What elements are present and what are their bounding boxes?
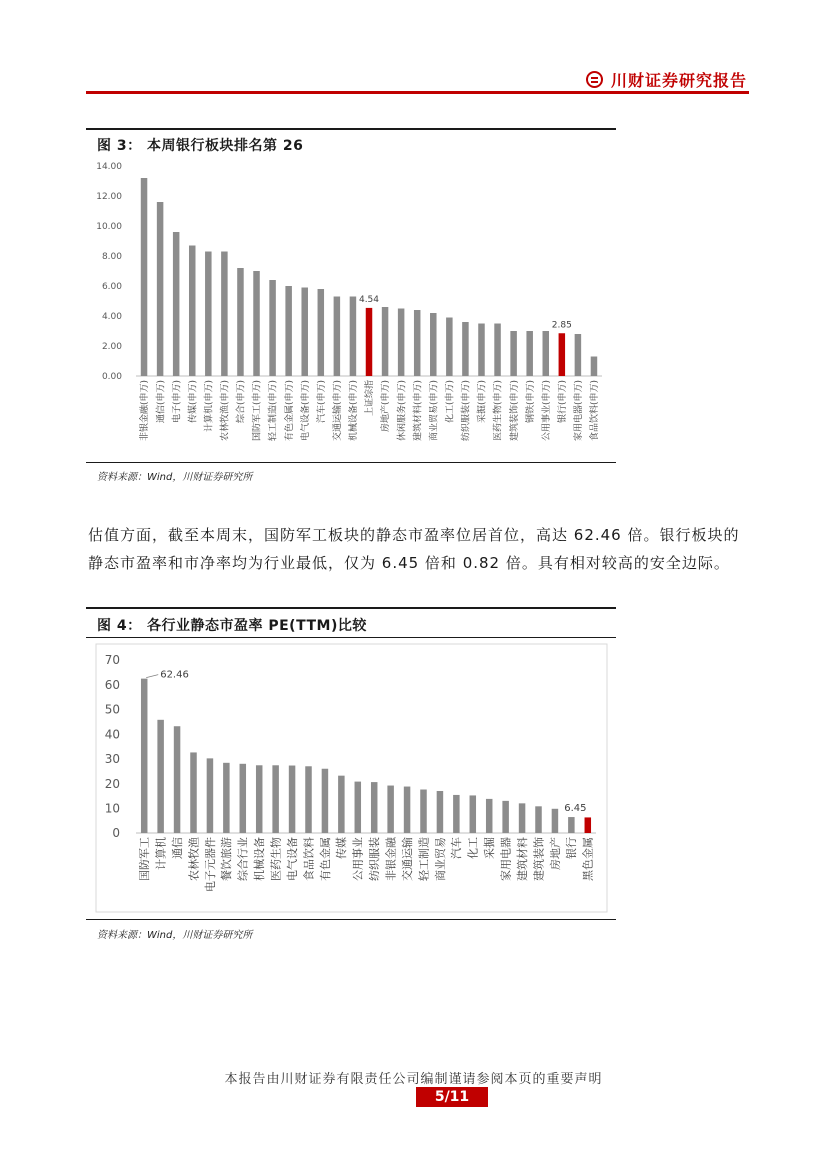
x-tick-label: 国防军工(申万) (252, 380, 263, 442)
x-tick-label: 轻工制造 (417, 837, 431, 881)
x-tick-label: 家用电器(申万) (574, 380, 585, 442)
x-tick-label: 采掘(申万) (477, 380, 488, 424)
x-tick-label: 建筑材料(申万) (413, 380, 424, 442)
x-tick-label: 传媒 (335, 837, 349, 859)
y-tick-label: 10 (104, 801, 120, 816)
bar (189, 246, 196, 377)
bar (502, 801, 509, 833)
y-tick-label: 60 (104, 677, 120, 692)
bar (355, 782, 362, 833)
x-tick-label: 建筑装饰(申万) (509, 380, 520, 442)
data-label: 62.46 (160, 669, 189, 681)
figure3-chart (86, 156, 616, 466)
bar (322, 769, 329, 833)
figure4-top-rule (86, 607, 616, 609)
x-tick-label: 国防军工 (138, 837, 152, 881)
figure4-source: 资料来源：Wind，川财证券研究所 (97, 930, 253, 941)
x-tick-label: 家用电器 (499, 837, 513, 881)
figure4-chart-svg (86, 638, 616, 918)
bar (585, 817, 592, 833)
bar (387, 786, 394, 833)
bar (301, 288, 308, 377)
x-tick-label: 电子元器件 (203, 837, 217, 892)
report-brand (586, 68, 747, 90)
x-tick-label: 休闲服务(申万) (397, 380, 408, 442)
x-tick-label: 机械设备(申万) (349, 380, 360, 442)
x-tick-label: 银行(申万) (557, 380, 568, 424)
bar (486, 799, 493, 833)
bar (535, 806, 542, 833)
y-tick-label: 0.00 (101, 372, 122, 383)
figure3-title: 图 3： 本周银行板块排名第 26 (97, 138, 304, 154)
x-tick-label: 化工 (466, 837, 480, 859)
y-tick-label: 6.00 (101, 282, 122, 293)
bar (414, 310, 421, 376)
y-tick-label: 10.00 (96, 222, 122, 233)
bar (470, 795, 477, 833)
body-paragraph: 估值方面，截至本周末，国防军工板块的静态市盈率位居首位，高达 62.46 倍。银行板块的静态市盈率和市净率均为行业最低，仅为 6.45 倍和 0.82 倍。具有相对较高的安全边际。 (88, 526, 740, 572)
bar (519, 803, 526, 833)
y-tick-label: 20 (104, 776, 120, 791)
bar (446, 318, 453, 377)
bar (552, 809, 559, 833)
bar (568, 817, 575, 833)
x-tick-label: 农林牧渔(申万) (220, 380, 231, 442)
bar (559, 333, 566, 376)
bar (305, 766, 312, 833)
x-tick-label: 综合行业 (236, 837, 250, 881)
chuancai-logo-icon (586, 71, 603, 88)
bar (338, 776, 345, 833)
bar (253, 271, 260, 376)
bar (366, 308, 373, 376)
y-tick-label: 50 (104, 702, 120, 717)
bar (453, 795, 460, 833)
bar (190, 752, 197, 833)
x-tick-label: 商业贸易 (433, 837, 447, 881)
bar (269, 280, 276, 376)
y-tick-label: 30 (104, 752, 120, 767)
x-tick-label: 电气设备(申万) (300, 380, 311, 442)
bar (221, 252, 228, 377)
bar (141, 679, 148, 833)
bar (318, 289, 325, 376)
x-tick-label: 纺织服装(申万) (461, 380, 472, 442)
page-number: 5/11 (416, 1087, 488, 1107)
x-tick-label: 商业贸易(申万) (429, 380, 440, 442)
bar (437, 791, 444, 833)
y-tick-label: 8.00 (101, 252, 122, 263)
x-tick-label: 医药生物(申万) (493, 380, 504, 442)
figure4-bottom-rule (86, 919, 616, 920)
bar (430, 313, 437, 376)
x-tick-label: 农林牧渔 (187, 837, 201, 881)
bar (478, 324, 485, 377)
x-tick-label: 通信 (170, 837, 184, 859)
x-tick-label: 通信(申万) (156, 380, 167, 424)
y-tick-label: 0 (112, 826, 120, 841)
bar (272, 765, 279, 833)
bar (420, 790, 427, 833)
x-tick-label: 上证综指 (365, 380, 376, 417)
brand-name: 川财证券研究报告 (611, 70, 748, 90)
y-tick-label: 70 (104, 653, 120, 668)
bar (334, 297, 341, 377)
x-tick-label: 医药生物 (269, 837, 283, 881)
bar (404, 787, 411, 833)
x-tick-label: 食品饮料 (302, 837, 316, 881)
y-tick-label: 14.00 (96, 162, 122, 173)
bar (157, 720, 164, 833)
bar (173, 232, 180, 376)
x-tick-label: 综合(申万) (236, 380, 247, 424)
x-tick-label: 轻工制造(申万) (268, 380, 279, 442)
data-label: 6.45 (564, 803, 587, 815)
bar (207, 758, 214, 833)
bar (223, 763, 230, 833)
header-divider (86, 91, 749, 94)
x-tick-label: 食品饮料(申万) (590, 380, 601, 442)
x-tick-label: 公用事业(申万) (541, 380, 552, 442)
y-tick-label: 2.00 (101, 342, 122, 353)
figure4-chart (86, 638, 616, 922)
bar (240, 764, 247, 833)
x-tick-label: 采掘 (483, 837, 497, 859)
x-tick-label: 计算机 (154, 837, 168, 870)
bar (157, 202, 164, 376)
footer-disclaimer: 本报告由川财证券有限责任公司编制谨请参阅本页的重要声明 (224, 1072, 603, 1087)
figure4-title: 图 4： 各行业静态市盈率 PE(TTM)比较 (97, 618, 367, 634)
x-tick-label: 化工(申万) (445, 380, 456, 424)
bar (591, 357, 598, 377)
data-label: 2.85 (551, 320, 572, 331)
x-tick-label: 计算机(申万) (204, 380, 215, 433)
y-tick-label: 4.00 (101, 312, 122, 323)
bar (462, 322, 469, 376)
x-tick-label: 纺织服装 (368, 837, 382, 881)
x-tick-label: 传媒(申万) (188, 380, 199, 424)
data-label-leader (146, 675, 158, 678)
x-tick-label: 汽车 (450, 837, 464, 859)
x-tick-label: 交通运输 (400, 837, 414, 881)
bar (510, 331, 517, 376)
x-tick-label: 非银金融(申万) (140, 380, 151, 442)
x-tick-label: 黑色金属 (581, 837, 595, 881)
x-tick-label: 机械设备 (253, 837, 267, 881)
x-tick-label: 公用事业 (351, 837, 365, 881)
bar (141, 178, 148, 376)
bar (285, 286, 292, 376)
x-tick-label: 交通运输(申万) (333, 380, 344, 442)
figure3-source: 资料来源：Wind，川财证券研究所 (97, 472, 253, 483)
bar (543, 331, 550, 376)
x-tick-label: 有色金属 (318, 837, 332, 881)
figure3-bottom-rule (86, 462, 616, 463)
bar (237, 268, 244, 376)
x-tick-label: 建筑装饰 (532, 837, 546, 881)
bar (575, 334, 582, 376)
bar (256, 765, 263, 833)
data-label: 4.54 (358, 294, 380, 305)
bar (398, 309, 405, 377)
x-tick-label: 钢铁(申万) (525, 380, 536, 424)
bar (494, 324, 501, 377)
bar (382, 307, 389, 376)
bar (526, 331, 533, 376)
bar (174, 726, 181, 833)
x-tick-label: 餐饮旅游 (220, 837, 234, 881)
bar (205, 252, 212, 377)
y-tick-label: 12.00 (96, 192, 122, 203)
bar (289, 766, 296, 833)
x-tick-label: 建筑材料 (515, 837, 529, 881)
x-tick-label: 汽车(申万) (316, 380, 327, 424)
x-tick-label: 非银金融 (384, 837, 398, 881)
bar (350, 297, 357, 377)
figure3-top-rule (86, 128, 616, 130)
y-tick-label: 40 (104, 727, 120, 742)
x-tick-label: 有色金属(申万) (284, 380, 295, 442)
x-tick-label: 房地产(申万) (381, 380, 392, 433)
figure3-chart-svg (86, 156, 616, 462)
x-tick-label: 电子(申万) (172, 380, 183, 424)
x-tick-label: 银行 (565, 837, 579, 859)
x-tick-label: 房地产 (548, 837, 562, 870)
x-tick-label: 电气设备 (285, 837, 299, 881)
bar (371, 782, 378, 833)
